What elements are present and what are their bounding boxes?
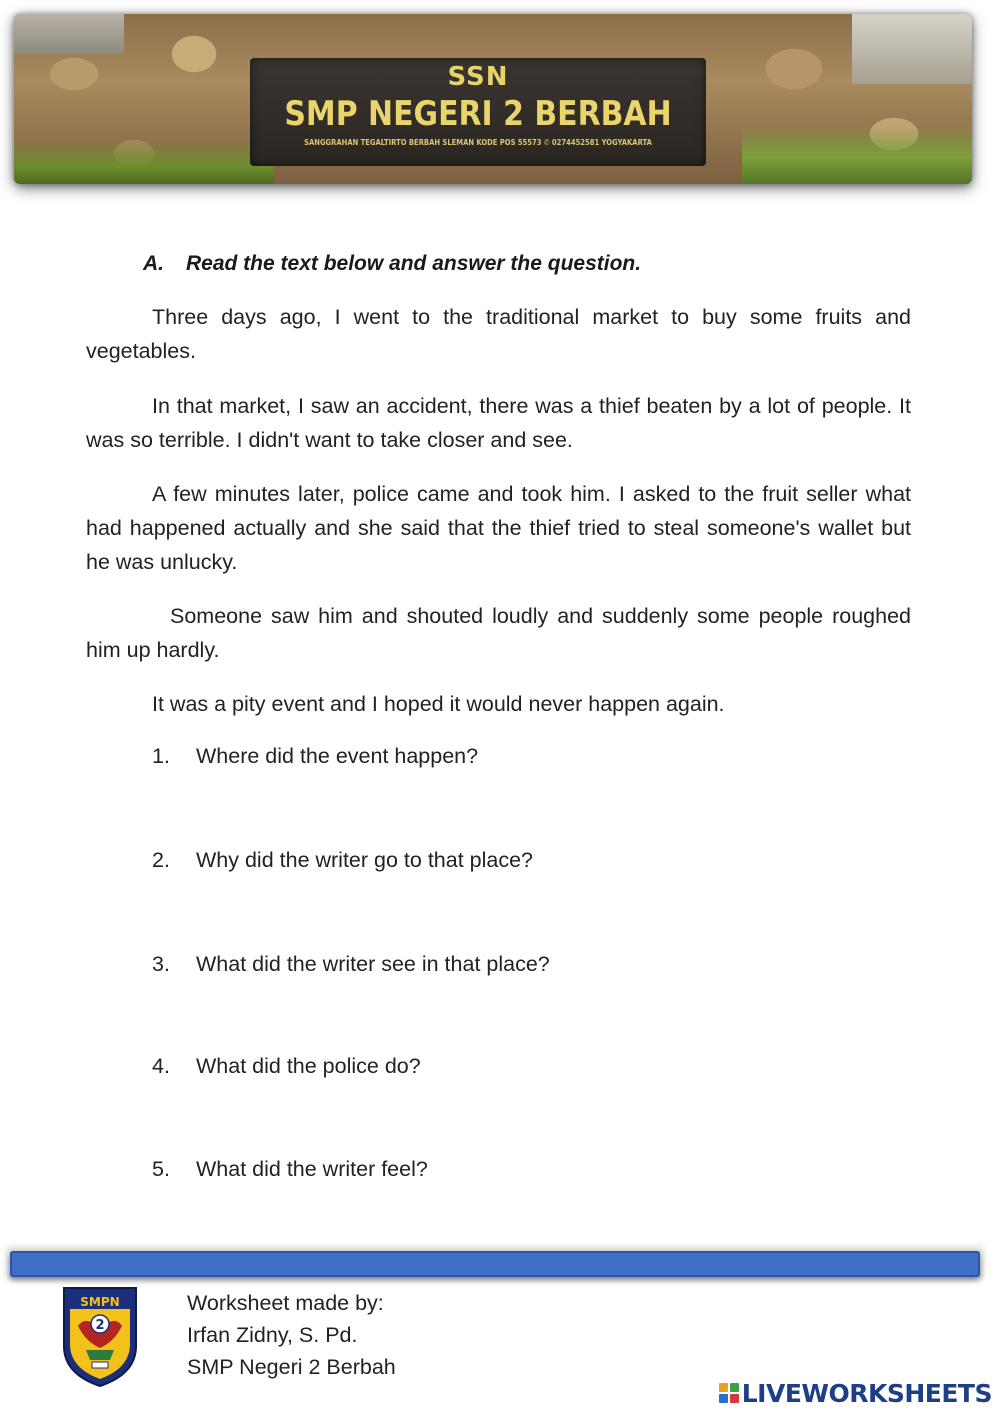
question-number: 4. (152, 1054, 170, 1078)
question-text: Where did the event happen? (196, 744, 479, 768)
question-4 (152, 1054, 421, 1079)
question-number: 1. (152, 744, 170, 768)
banner-plants-left (14, 139, 274, 184)
sign-school-name: SMP NEGERI 2 BERBAH (284, 94, 672, 134)
banner-plants-right (742, 124, 972, 184)
sign-address: SANGGRAHAN TEGALTIRTO BERBAH SLEMAN KODE POS 55573 ✆ 0274452581 YOGYAKARTA (304, 138, 652, 147)
question-number: 3. (152, 952, 170, 976)
liveworksheets-grid-icon (719, 1383, 739, 1403)
logo-number: 2 (95, 1318, 105, 1333)
sign-top-text: SSN (447, 62, 509, 92)
question-text: What did the writer feel? (196, 1157, 428, 1181)
logo-text: SMPN (80, 1295, 120, 1309)
question-number: 5. (152, 1157, 170, 1181)
liveworksheets-logo (719, 1378, 992, 1408)
banner-sky-right (852, 14, 972, 84)
credit-school: SMP Negeri 2 Berbah (187, 1355, 396, 1379)
school-banner-image (14, 14, 972, 184)
footer-divider-bar (10, 1251, 980, 1277)
question-5 (152, 1157, 428, 1182)
credit-author: Irfan Zidny, S. Pd. (187, 1323, 358, 1347)
paragraph-4: Someone saw him and shouted loudly and suddenly some people roughed him up hardly. (86, 604, 911, 662)
paragraph-1: Three days ago, I went to the traditional market to buy some fruits and vegetables. (86, 305, 911, 363)
credit-line-1: Worksheet made by: (187, 1291, 384, 1315)
school-logo-icon (58, 1284, 142, 1388)
worksheet-credits (187, 1287, 396, 1383)
section-heading (143, 252, 641, 276)
school-sign (250, 58, 706, 166)
question-2 (152, 848, 533, 873)
banner-sky-left (14, 14, 124, 54)
paragraph-3: A few minutes later, police came and took him. I asked to the fruit seller what had happened actually and she said that the thief tried to steal someone's wallet but he was unlucky. (86, 482, 911, 574)
paragraph-5: It was a pity event and I hoped it would never happen again. (152, 692, 725, 716)
question-text: What did the writer see in that place? (196, 952, 550, 976)
section-instruction: Read the text below and answer the question. (186, 252, 642, 275)
question-text: Why did the writer go to that place? (196, 848, 534, 872)
section-letter: A. (143, 252, 164, 275)
paragraph-2: In that market, I saw an accident, there was a thief beaten by a lot of people. It was so terrible. I didn't want to take closer and see. (86, 394, 911, 452)
question-1 (152, 744, 478, 769)
question-3 (152, 952, 550, 977)
question-number: 2. (152, 848, 170, 872)
liveworksheets-brand-text: LIVEWORKSHEETS (741, 1378, 992, 1408)
question-text: What did the police do? (196, 1054, 421, 1078)
